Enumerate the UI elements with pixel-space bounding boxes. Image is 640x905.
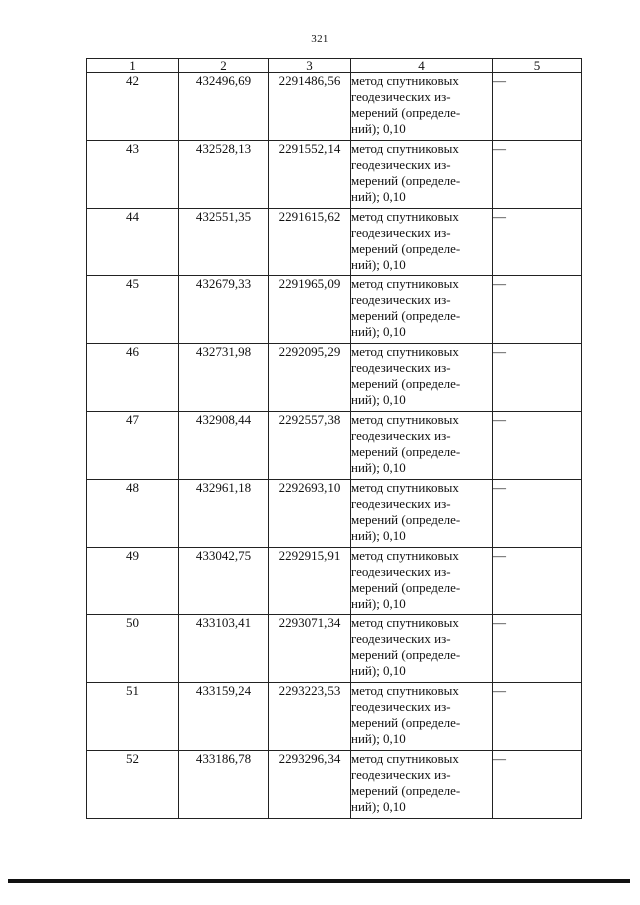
method-line: метод спутниковых [351, 344, 459, 360]
method-line: ний); 0,10 [351, 392, 406, 408]
table-row [87, 411, 582, 479]
point-number-cell: 49 [87, 547, 179, 615]
header-col-2: 2 [179, 59, 269, 73]
point-number-cell: 45 [87, 276, 179, 344]
note-cell: — [493, 683, 582, 751]
method-cell [351, 140, 493, 208]
method-cell [351, 208, 493, 276]
method-line: мерений (определе- [351, 647, 461, 663]
point-number-cell: 51 [87, 683, 179, 751]
method-line: мерений (определе- [351, 715, 461, 731]
method-line: геодезических из- [351, 156, 451, 172]
point-number-cell: 46 [87, 344, 179, 412]
method-line: метод спутниковых [351, 208, 459, 224]
method-line: ний); 0,10 [351, 188, 406, 204]
method-line: геодезических из- [351, 699, 451, 715]
coordinates-table [86, 58, 582, 819]
method-line: мерений (определе- [351, 105, 461, 120]
table-row [87, 750, 582, 818]
table-row [87, 479, 582, 547]
method-line: метод спутниковых [351, 615, 459, 631]
table-row [87, 208, 582, 276]
note-cell: — [493, 615, 582, 683]
y-coordinate-cell: 2292915,91 [269, 547, 351, 615]
method-line: метод спутниковых [351, 750, 459, 766]
point-number-cell: 47 [87, 411, 179, 479]
method-line: геодезических из- [351, 495, 451, 511]
point-number-cell: 43 [87, 140, 179, 208]
method-line: геодезических из- [351, 224, 451, 240]
page-number: 321 [311, 33, 329, 45]
method-cell [351, 479, 493, 547]
point-number-cell: 42 [87, 73, 179, 141]
table-row [87, 276, 582, 344]
bottom-rule [8, 879, 630, 883]
method-cell [351, 683, 493, 751]
method-line: ний); 0,10 [351, 459, 406, 475]
method-line: геодезических из- [351, 427, 451, 443]
method-line: метод спутниковых [351, 683, 459, 699]
method-line: метод спутниковых [351, 276, 459, 292]
table-row [87, 140, 582, 208]
table-row [87, 683, 582, 751]
x-coordinate-cell: 433103,41 [179, 615, 269, 683]
method-line: ний); 0,10 [351, 731, 406, 747]
note-cell: — [493, 276, 582, 344]
method-cell [351, 344, 493, 412]
header-col-3: 3 [269, 59, 351, 73]
header-col-4: 4 [351, 59, 493, 73]
note-cell: — [493, 73, 582, 141]
y-coordinate-cell: 2293071,34 [269, 615, 351, 683]
method-line: мерений (определе- [351, 240, 461, 256]
method-line: мерений (определе- [351, 782, 461, 798]
point-number-cell: 44 [87, 208, 179, 276]
method-line: метод спутниковых [351, 73, 459, 88]
table-row [87, 73, 582, 141]
method-line: ний); 0,10 [351, 527, 406, 543]
x-coordinate-cell: 432908,44 [179, 411, 269, 479]
x-coordinate-cell: 433159,24 [179, 683, 269, 751]
note-cell: — [493, 750, 582, 818]
point-number-cell: 48 [87, 479, 179, 547]
method-line: ний); 0,10 [351, 663, 406, 679]
method-line: геодезических из- [351, 360, 451, 376]
x-coordinate-cell: 432528,13 [179, 140, 269, 208]
method-cell [351, 547, 493, 615]
method-line: метод спутниковых [351, 547, 459, 563]
x-coordinate-cell: 432551,35 [179, 208, 269, 276]
table-row [87, 547, 582, 615]
y-coordinate-cell: 2291615,62 [269, 208, 351, 276]
method-line: ний); 0,10 [351, 324, 406, 340]
y-coordinate-cell: 2291486,56 [269, 73, 351, 141]
x-coordinate-cell: 432731,98 [179, 344, 269, 412]
method-cell [351, 750, 493, 818]
header-col-5: 5 [493, 59, 582, 73]
table-header-row [87, 59, 582, 73]
method-line: метод спутниковых [351, 140, 459, 156]
table-body [87, 73, 582, 819]
note-cell: — [493, 140, 582, 208]
method-cell [351, 615, 493, 683]
method-line: геодезических из- [351, 563, 451, 579]
x-coordinate-cell: 432679,33 [179, 276, 269, 344]
method-line: мерений (определе- [351, 376, 461, 392]
note-cell: — [493, 547, 582, 615]
x-coordinate-cell: 432496,69 [179, 73, 269, 141]
method-line: мерений (определе- [351, 579, 461, 595]
method-line: ний); 0,10 [351, 121, 406, 136]
method-line: ний); 0,10 [351, 256, 406, 272]
point-number-cell: 50 [87, 615, 179, 683]
note-cell: — [493, 208, 582, 276]
table-row [87, 615, 582, 683]
method-line: мерений (определе- [351, 308, 461, 324]
y-coordinate-cell: 2292095,29 [269, 344, 351, 412]
y-coordinate-cell: 2293223,53 [269, 683, 351, 751]
method-line: геодезических из- [351, 631, 451, 647]
method-line: ний); 0,10 [351, 595, 406, 611]
method-line: мерений (определе- [351, 511, 461, 527]
method-line: мерений (определе- [351, 443, 461, 459]
note-cell: — [493, 411, 582, 479]
method-line: метод спутниковых [351, 411, 459, 427]
method-cell [351, 73, 493, 141]
method-line: геодезических из- [351, 89, 451, 104]
method-line: мерений (определе- [351, 172, 461, 188]
note-cell: — [493, 479, 582, 547]
header-col-1: 1 [87, 59, 179, 73]
method-line: ний); 0,10 [351, 798, 406, 814]
x-coordinate-cell: 433186,78 [179, 750, 269, 818]
y-coordinate-cell: 2292557,38 [269, 411, 351, 479]
method-line: геодезических из- [351, 292, 451, 308]
note-cell: — [493, 344, 582, 412]
y-coordinate-cell: 2291552,14 [269, 140, 351, 208]
point-number-cell: 52 [87, 750, 179, 818]
x-coordinate-cell: 433042,75 [179, 547, 269, 615]
y-coordinate-cell: 2291965,09 [269, 276, 351, 344]
method-line: геодезических из- [351, 766, 451, 782]
method-cell [351, 411, 493, 479]
x-coordinate-cell: 432961,18 [179, 479, 269, 547]
y-coordinate-cell: 2292693,10 [269, 479, 351, 547]
table-row [87, 344, 582, 412]
y-coordinate-cell: 2293296,34 [269, 750, 351, 818]
method-cell [351, 276, 493, 344]
method-line: метод спутниковых [351, 479, 459, 495]
